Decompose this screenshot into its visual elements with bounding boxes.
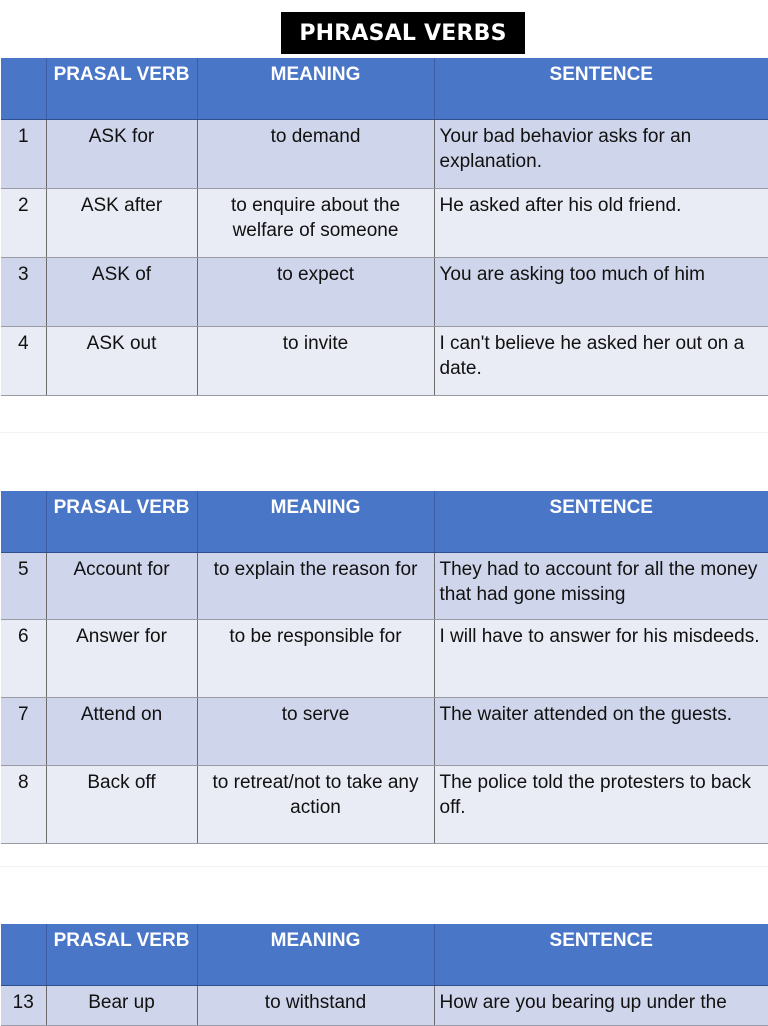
header-verb: PRASAL VERB bbox=[46, 924, 197, 985]
table-header-row bbox=[1, 924, 768, 985]
table-row bbox=[1, 765, 768, 843]
row-sentence: I will have to answer for his misdeeds. bbox=[434, 619, 768, 697]
row-number: 8 bbox=[1, 765, 46, 843]
row-meaning: to explain the reason for bbox=[197, 552, 434, 619]
row-meaning: to be responsible for bbox=[197, 619, 434, 697]
row-meaning: to invite bbox=[197, 326, 434, 395]
row-verb: ASK after bbox=[46, 188, 197, 257]
phrasal-verbs-table-2 bbox=[1, 491, 768, 844]
header-verb: PRASAL VERB bbox=[46, 58, 197, 119]
row-verb: Back off bbox=[46, 765, 197, 843]
row-sentence: How are you bearing up under the bbox=[434, 985, 768, 1025]
row-verb: Answer for bbox=[46, 619, 197, 697]
table-row bbox=[1, 697, 768, 765]
row-number: 3 bbox=[1, 257, 46, 326]
row-verb: Account for bbox=[46, 552, 197, 619]
header-number bbox=[1, 924, 46, 985]
header-sentence: SENTENCE bbox=[434, 924, 768, 985]
row-verb: ASK for bbox=[46, 119, 197, 188]
row-sentence: He asked after his old friend. bbox=[434, 188, 768, 257]
row-meaning: to serve bbox=[197, 697, 434, 765]
header-meaning: MEANING bbox=[197, 58, 434, 119]
row-meaning: to demand bbox=[197, 119, 434, 188]
row-meaning: to retreat/not to take any action bbox=[197, 765, 434, 843]
row-sentence: You are asking too much of him bbox=[434, 257, 768, 326]
row-sentence: I can't believe he asked her out on a date. bbox=[434, 326, 768, 395]
row-number: 1 bbox=[1, 119, 46, 188]
row-meaning: to enquire about the welfare of someone bbox=[197, 188, 434, 257]
row-number: 6 bbox=[1, 619, 46, 697]
page-title: PHRASAL VERBS bbox=[281, 12, 525, 54]
row-sentence: Your bad behavior asks for an explanation. bbox=[434, 119, 768, 188]
row-verb: Bear up bbox=[46, 985, 197, 1025]
table-header-row bbox=[1, 491, 768, 552]
table-header-row bbox=[1, 58, 768, 119]
row-sentence: The waiter attended on the guests. bbox=[434, 697, 768, 765]
phrasal-verbs-table-3 bbox=[1, 924, 768, 1026]
row-verb: ASK out bbox=[46, 326, 197, 395]
header-number bbox=[1, 491, 46, 552]
row-number: 4 bbox=[1, 326, 46, 395]
header-verb: PRASAL VERB bbox=[46, 491, 197, 552]
row-sentence: They had to account for all the money that had gone missing bbox=[434, 552, 768, 619]
header-number bbox=[1, 58, 46, 119]
table-row bbox=[1, 119, 768, 188]
row-verb: Attend on bbox=[46, 697, 197, 765]
row-number: 7 bbox=[1, 697, 46, 765]
header-meaning: MEANING bbox=[197, 491, 434, 552]
phrasal-verbs-table-1 bbox=[1, 58, 768, 396]
row-sentence: The police told the protesters to back off. bbox=[434, 765, 768, 843]
row-verb: ASK of bbox=[46, 257, 197, 326]
table-row bbox=[1, 985, 768, 1025]
table-row bbox=[1, 552, 768, 619]
section-divider bbox=[0, 866, 768, 867]
table-row bbox=[1, 326, 768, 395]
table-row bbox=[1, 257, 768, 326]
table-row bbox=[1, 619, 768, 697]
header-sentence: SENTENCE bbox=[434, 58, 768, 119]
row-meaning: to withstand bbox=[197, 985, 434, 1025]
row-number: 5 bbox=[1, 552, 46, 619]
header-meaning: MEANING bbox=[197, 924, 434, 985]
section-divider bbox=[0, 432, 768, 433]
row-meaning: to expect bbox=[197, 257, 434, 326]
row-number: 13 bbox=[1, 985, 46, 1025]
header-sentence: SENTENCE bbox=[434, 491, 768, 552]
row-number: 2 bbox=[1, 188, 46, 257]
table-row bbox=[1, 188, 768, 257]
